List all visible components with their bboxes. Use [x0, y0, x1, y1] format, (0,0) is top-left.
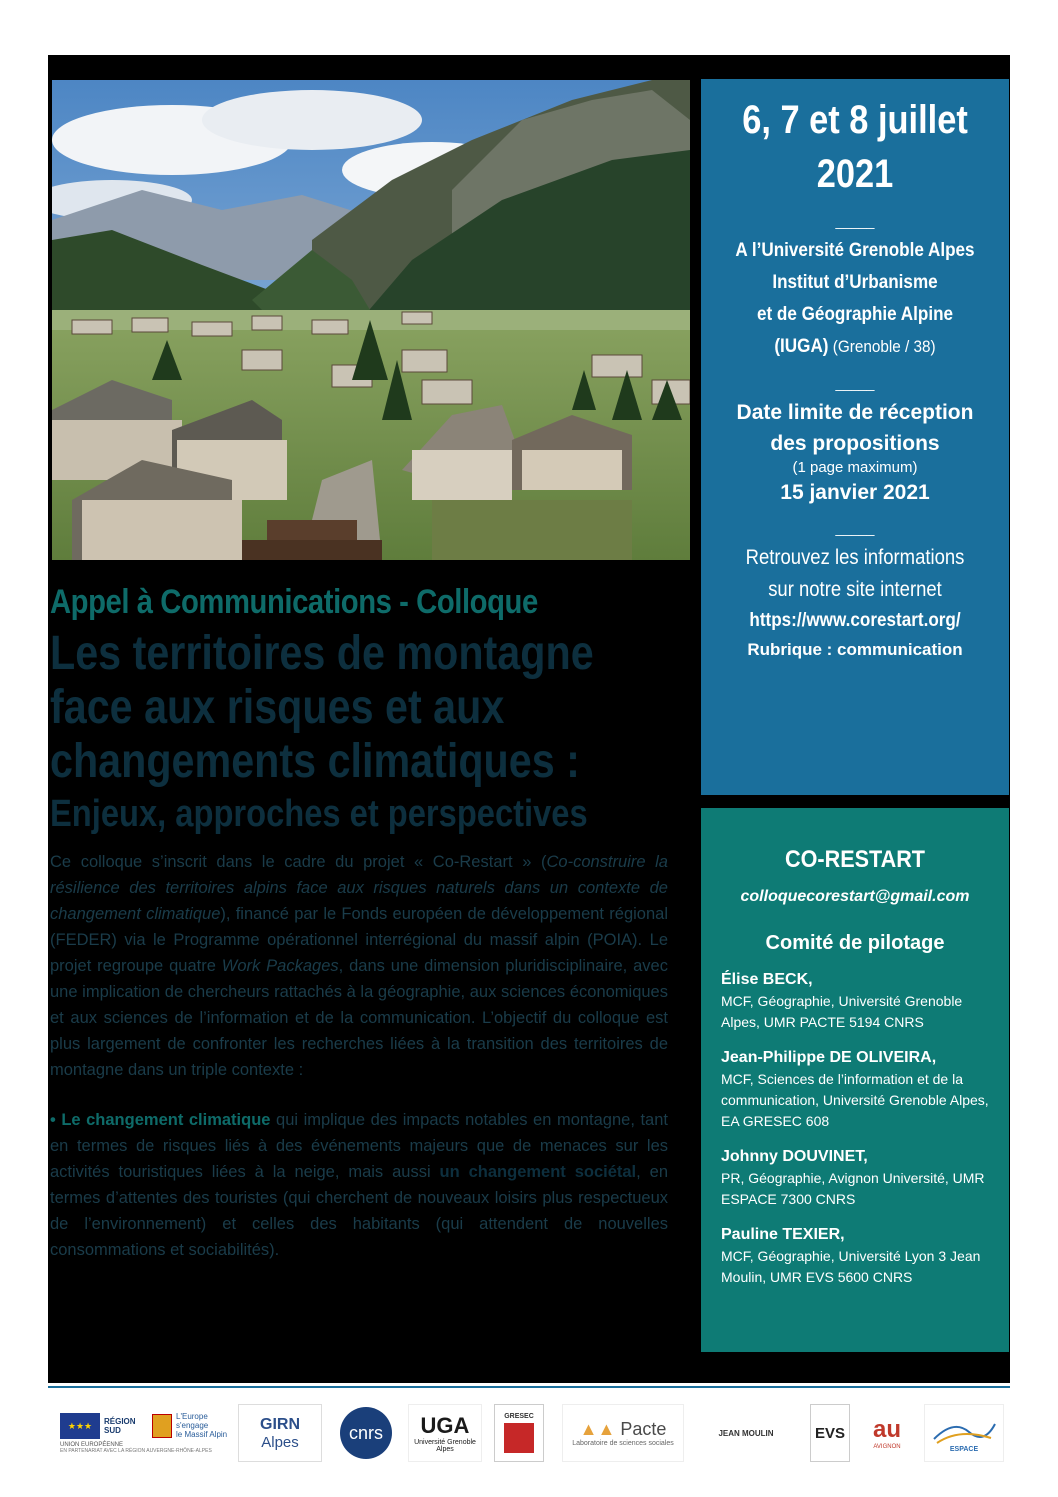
committee-member: Johnny DOUVINET, PR, Géographie, Avignon Université, UMR ESPACE 7300 CNRS	[721, 1146, 991, 1210]
region-flag-icon	[152, 1414, 172, 1438]
event-info-box	[701, 79, 1009, 795]
deadline-label: Date limite de réception	[736, 401, 974, 424]
evs-logo: EVS	[810, 1404, 850, 1462]
committee-member: Jean-Philippe DE OLIVEIRA, MCF, Sciences de l’information et de la communication, Université Grenoble Alpes, EA GRESEC 608	[721, 1047, 991, 1132]
contact-email[interactable]: colloquecorestart@gmail.com	[740, 888, 970, 905]
call-for-papers-heading: Appel à Communications - Colloque	[50, 583, 538, 621]
info-line: sur notre site internet	[768, 578, 942, 601]
footer-divider	[48, 1386, 1010, 1388]
venue-university: A l’Université Grenoble Alpes	[735, 240, 975, 261]
member-name: Pauline TEXIER	[721, 1226, 841, 1243]
region-sud-logo: RÉGION SUD	[104, 1416, 136, 1435]
committee-title: Comité de pilotage	[765, 932, 945, 954]
committee-member: Pauline TEXIER, MCF, Géographie, Université Lyon 3 Jean Moulin, UMR EVS 5600 CNRS	[721, 1224, 991, 1288]
paragraph-context: Ce colloque s’inscrit dans le cadre du projet « Co-Restart » (Co-construire la résilience des territoires alpins face aux risques naturels dans un contexte de changement climatique), financé par le Fonds européen de développement régional (FEDER) via le Programme opérationnel interrégional du massif alpin (POIA). Le projet regroupe quatre Work Packages, dans une dimension pluridisciplinaire, avec une implication de chercheurs rattachés à la géographie, aux sciences économiques et aux sciences de l’information et de la communication. L’objectif du colloque est plus largement de confronter les recherches liées à la transition des territoires de montagne dans un triple contexte :	[50, 853, 668, 1080]
deadline-note: (1 page maximum)	[792, 459, 918, 476]
member-affiliation: MCF, Géographie, Université Lyon 3 Jean Moulin, UMR EVS 5600 CNRS	[721, 1248, 981, 1285]
event-dates	[723, 93, 988, 201]
partner-label: EN PARTENARIAT AVEC LA RÉGION AUVERGNE-RHÔNE-ALPES	[60, 1448, 212, 1454]
separator: _____	[835, 520, 875, 536]
venue-iuga: (IUGA) (Grenoble / 38)	[774, 336, 936, 357]
cnrs-logo: cnrs	[338, 1404, 394, 1462]
deadline-label-cont: des propositions	[770, 432, 940, 455]
venue-institute-cont: et de Géographie Alpine	[756, 304, 954, 325]
member-affiliation: MCF, Géographie, Université Grenoble Alpes, UMR PACTE 5194 CNRS	[721, 993, 963, 1030]
left-text-column	[50, 584, 668, 1287]
year-text: 2021	[816, 152, 894, 196]
rubrique-label: Rubrique : communication	[747, 640, 963, 659]
member-affiliation: MCF, Sciences de l’information et de la communication, Université Grenoble Alpes, EA GRESEC 608	[721, 1071, 989, 1129]
deadline-date: 15 janvier 2021	[780, 481, 930, 504]
partner-logos	[50, 1404, 1010, 1466]
member-name: Élise BECK	[721, 971, 809, 988]
website-link[interactable]: https://www.corestart.org/	[749, 610, 961, 631]
mountain-village-photo	[52, 80, 690, 560]
pacte-logo: ▲▲ Pacte Laboratoire de sciences sociales	[562, 1404, 684, 1462]
eu-label: UNION EUROPÉENNE	[60, 1442, 124, 1448]
eu-flag-icon: ★★★	[60, 1413, 100, 1439]
lyon3-logo: JEAN MOULIN	[718, 1428, 774, 1438]
espace-mark-icon	[929, 1414, 999, 1446]
member-name: Johnny DOUVINET	[721, 1148, 864, 1165]
committee-member: Élise BECK, MCF, Géographie, Université Grenoble Alpes, UMR PACTE 5194 CNRS	[721, 969, 991, 1033]
funders-logo-group	[60, 1404, 230, 1462]
uga-logo: UGA Université Grenoble Alpes	[408, 1404, 482, 1462]
conference-subtitle: Enjeux, approches et perspectives	[50, 793, 588, 836]
contact-box	[701, 808, 1009, 1352]
avignon-logo: au AVIGNON	[872, 1416, 901, 1450]
paragraph-climate: • Le changement climatique qui implique des impacts notables en montagne, tant en termes de risques liés à des événements majeurs que de menaces sur les activités touristiques liées à la neige, mais aussi un changement sociétal, en termes d’attentes des touristes (qui cherchent de nouveaux loisirs plus respectueux de l’environnement) et celles des habitants (qui attendent de nouvelles consommations et sociabilités).	[50, 1111, 669, 1260]
title-line: Les territoires de montagne	[50, 627, 594, 681]
separator: _____	[835, 375, 875, 391]
description-text	[50, 849, 668, 1263]
venue-institute: Institut d’Urbanisme	[772, 272, 938, 293]
info-line: Retrouvez les informations	[745, 546, 965, 569]
gresec-logo: GRESEC	[494, 1404, 544, 1462]
title-line: changements climatiques :	[50, 735, 580, 789]
europe-engage-logo: L'Europe s'engage le Massif Alpin	[176, 1412, 228, 1439]
espace-logo: ESPACE	[924, 1404, 1004, 1462]
member-name: Jean-Philippe DE OLIVEIRA	[721, 1049, 932, 1066]
title-line: face aux risques et aux	[50, 681, 505, 735]
conference-title	[50, 627, 669, 789]
dates-text: 6, 7 et 8 juillet	[742, 98, 968, 142]
project-name: CO-RESTART	[784, 846, 925, 873]
member-affiliation: PR, Géographie, Avignon Université, UMR ESPACE 7300 CNRS	[721, 1170, 985, 1207]
separator: _____	[835, 213, 875, 229]
girn-logo: GIRN Alpes	[238, 1404, 322, 1462]
